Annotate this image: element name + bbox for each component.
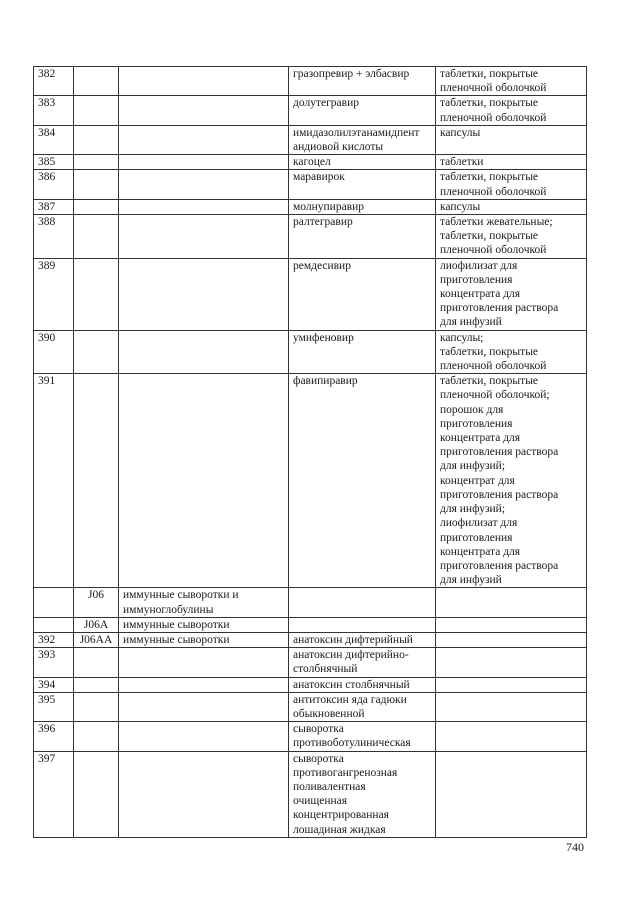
drug-name-cell: ралтегравир	[289, 215, 436, 259]
row-number-cell: 396	[34, 722, 74, 751]
row-number-cell: 383	[34, 96, 74, 125]
group-name-cell	[119, 722, 289, 751]
dosage-form-cell	[436, 617, 587, 632]
row-number-cell: 386	[34, 170, 74, 199]
table-row	[34, 96, 587, 125]
atc-code-cell	[74, 677, 119, 692]
group-name-cell	[119, 199, 289, 214]
row-number-cell: 389	[34, 258, 74, 330]
row-number-cell: 391	[34, 374, 74, 588]
group-name-cell	[119, 751, 289, 837]
atc-code-cell	[74, 648, 119, 677]
drug-name-cell	[289, 617, 436, 632]
dosage-form-cell	[436, 692, 587, 721]
atc-code-cell: J06A	[74, 617, 119, 632]
atc-code-cell	[74, 125, 119, 154]
page-number: 740	[566, 840, 584, 854]
drug-name-cell: кагоцел	[289, 155, 436, 170]
dosage-form-cell: лиофилизат для приготовления концентрата для приготовления раствора для инфузий	[436, 258, 587, 330]
atc-code-cell	[74, 751, 119, 837]
atc-code-cell	[74, 374, 119, 588]
group-name-cell: иммунные сыворотки и иммуноглобулины	[119, 588, 289, 617]
drug-name-cell: анатоксин столбнячный	[289, 677, 436, 692]
group-name-cell	[119, 374, 289, 588]
row-number-cell: 395	[34, 692, 74, 721]
dosage-form-cell	[436, 751, 587, 837]
group-name-cell	[119, 125, 289, 154]
row-number-cell: 390	[34, 330, 74, 374]
drug-name-cell: фавипиравир	[289, 374, 436, 588]
medicines-table	[33, 66, 587, 838]
atc-code-cell	[74, 722, 119, 751]
dosage-form-cell: таблетки, покрытые пленочной оболочкой	[436, 67, 587, 96]
table-row	[34, 258, 587, 330]
table-row	[34, 215, 587, 259]
drug-name-cell: умифеновир	[289, 330, 436, 374]
table-row	[34, 751, 587, 837]
drug-name-cell: анатоксин дифтерийный	[289, 632, 436, 647]
drug-name-cell: сыворотка противогангренозная поливалентная очищенная концентрированная лошадиная жидкая	[289, 751, 436, 837]
dosage-form-cell	[436, 632, 587, 647]
atc-code-cell	[74, 170, 119, 199]
table-row	[34, 648, 587, 677]
table-row	[34, 155, 587, 170]
drug-name-cell: молнупиравир	[289, 199, 436, 214]
atc-code-cell	[74, 692, 119, 721]
group-name-cell: иммунные сыворотки	[119, 632, 289, 647]
dosage-form-cell	[436, 722, 587, 751]
table-row	[34, 632, 587, 647]
table-row	[34, 170, 587, 199]
table-body	[34, 67, 587, 838]
table-row	[34, 617, 587, 632]
drug-name-cell: антитоксин яда гадюки обыкновенной	[289, 692, 436, 721]
table-row	[34, 588, 587, 617]
table-row	[34, 722, 587, 751]
group-name-cell	[119, 677, 289, 692]
atc-code-cell	[74, 199, 119, 214]
drug-name-cell: долутегравир	[289, 96, 436, 125]
dosage-form-cell: таблетки, покрытые пленочной оболочкой; порошок для приготовления концентрата для приготовления раствора для инфузий; концентрат для приготовления раствора для инфузий; лиофилизат для приготовления концентрата для приготовления раствора для инфузий	[436, 374, 587, 588]
atc-code-cell	[74, 258, 119, 330]
row-number-cell	[34, 588, 74, 617]
drug-name-cell	[289, 588, 436, 617]
group-name-cell	[119, 258, 289, 330]
table-row	[34, 199, 587, 214]
row-number-cell: 397	[34, 751, 74, 837]
dosage-form-cell: таблетки, покрытые пленочной оболочкой	[436, 170, 587, 199]
row-number-cell: 388	[34, 215, 74, 259]
dosage-form-cell: таблетки жевательные; таблетки, покрытые пленочной оболочкой	[436, 215, 587, 259]
dosage-form-cell: таблетки, покрытые пленочной оболочкой	[436, 96, 587, 125]
atc-code-cell	[74, 96, 119, 125]
atc-code-cell	[74, 215, 119, 259]
atc-code-cell: J06	[74, 588, 119, 617]
group-name-cell	[119, 648, 289, 677]
drug-name-cell: маравирок	[289, 170, 436, 199]
group-name-cell	[119, 215, 289, 259]
atc-code-cell	[74, 155, 119, 170]
dosage-form-cell: таблетки	[436, 155, 587, 170]
drug-name-cell: гразопревир + элбасвир	[289, 67, 436, 96]
dosage-form-cell: капсулы	[436, 199, 587, 214]
table-row	[34, 374, 587, 588]
group-name-cell	[119, 67, 289, 96]
row-number-cell: 385	[34, 155, 74, 170]
table-row	[34, 692, 587, 721]
group-name-cell	[119, 170, 289, 199]
dosage-form-cell: капсулы; таблетки, покрытые пленочной оболочкой	[436, 330, 587, 374]
table-row	[34, 67, 587, 96]
atc-code-cell	[74, 330, 119, 374]
row-number-cell: 382	[34, 67, 74, 96]
table-row	[34, 125, 587, 154]
atc-code-cell: J06AA	[74, 632, 119, 647]
group-name-cell	[119, 96, 289, 125]
row-number-cell	[34, 617, 74, 632]
group-name-cell	[119, 692, 289, 721]
dosage-form-cell	[436, 648, 587, 677]
group-name-cell: иммунные сыворотки	[119, 617, 289, 632]
drug-name-cell: имидазолилэтанамидпент андиовой кислоты	[289, 125, 436, 154]
row-number-cell: 392	[34, 632, 74, 647]
dosage-form-cell: капсулы	[436, 125, 587, 154]
table-row	[34, 330, 587, 374]
row-number-cell: 384	[34, 125, 74, 154]
row-number-cell: 387	[34, 199, 74, 214]
dosage-form-cell	[436, 677, 587, 692]
group-name-cell	[119, 155, 289, 170]
drug-name-cell: сыворотка противоботулиническая	[289, 722, 436, 751]
group-name-cell	[119, 330, 289, 374]
atc-code-cell	[74, 67, 119, 96]
row-number-cell: 393	[34, 648, 74, 677]
row-number-cell: 394	[34, 677, 74, 692]
drug-name-cell: анатоксин дифтерийно- столбнячный	[289, 648, 436, 677]
drug-name-cell: ремдесивир	[289, 258, 436, 330]
dosage-form-cell	[436, 588, 587, 617]
table-row	[34, 677, 587, 692]
